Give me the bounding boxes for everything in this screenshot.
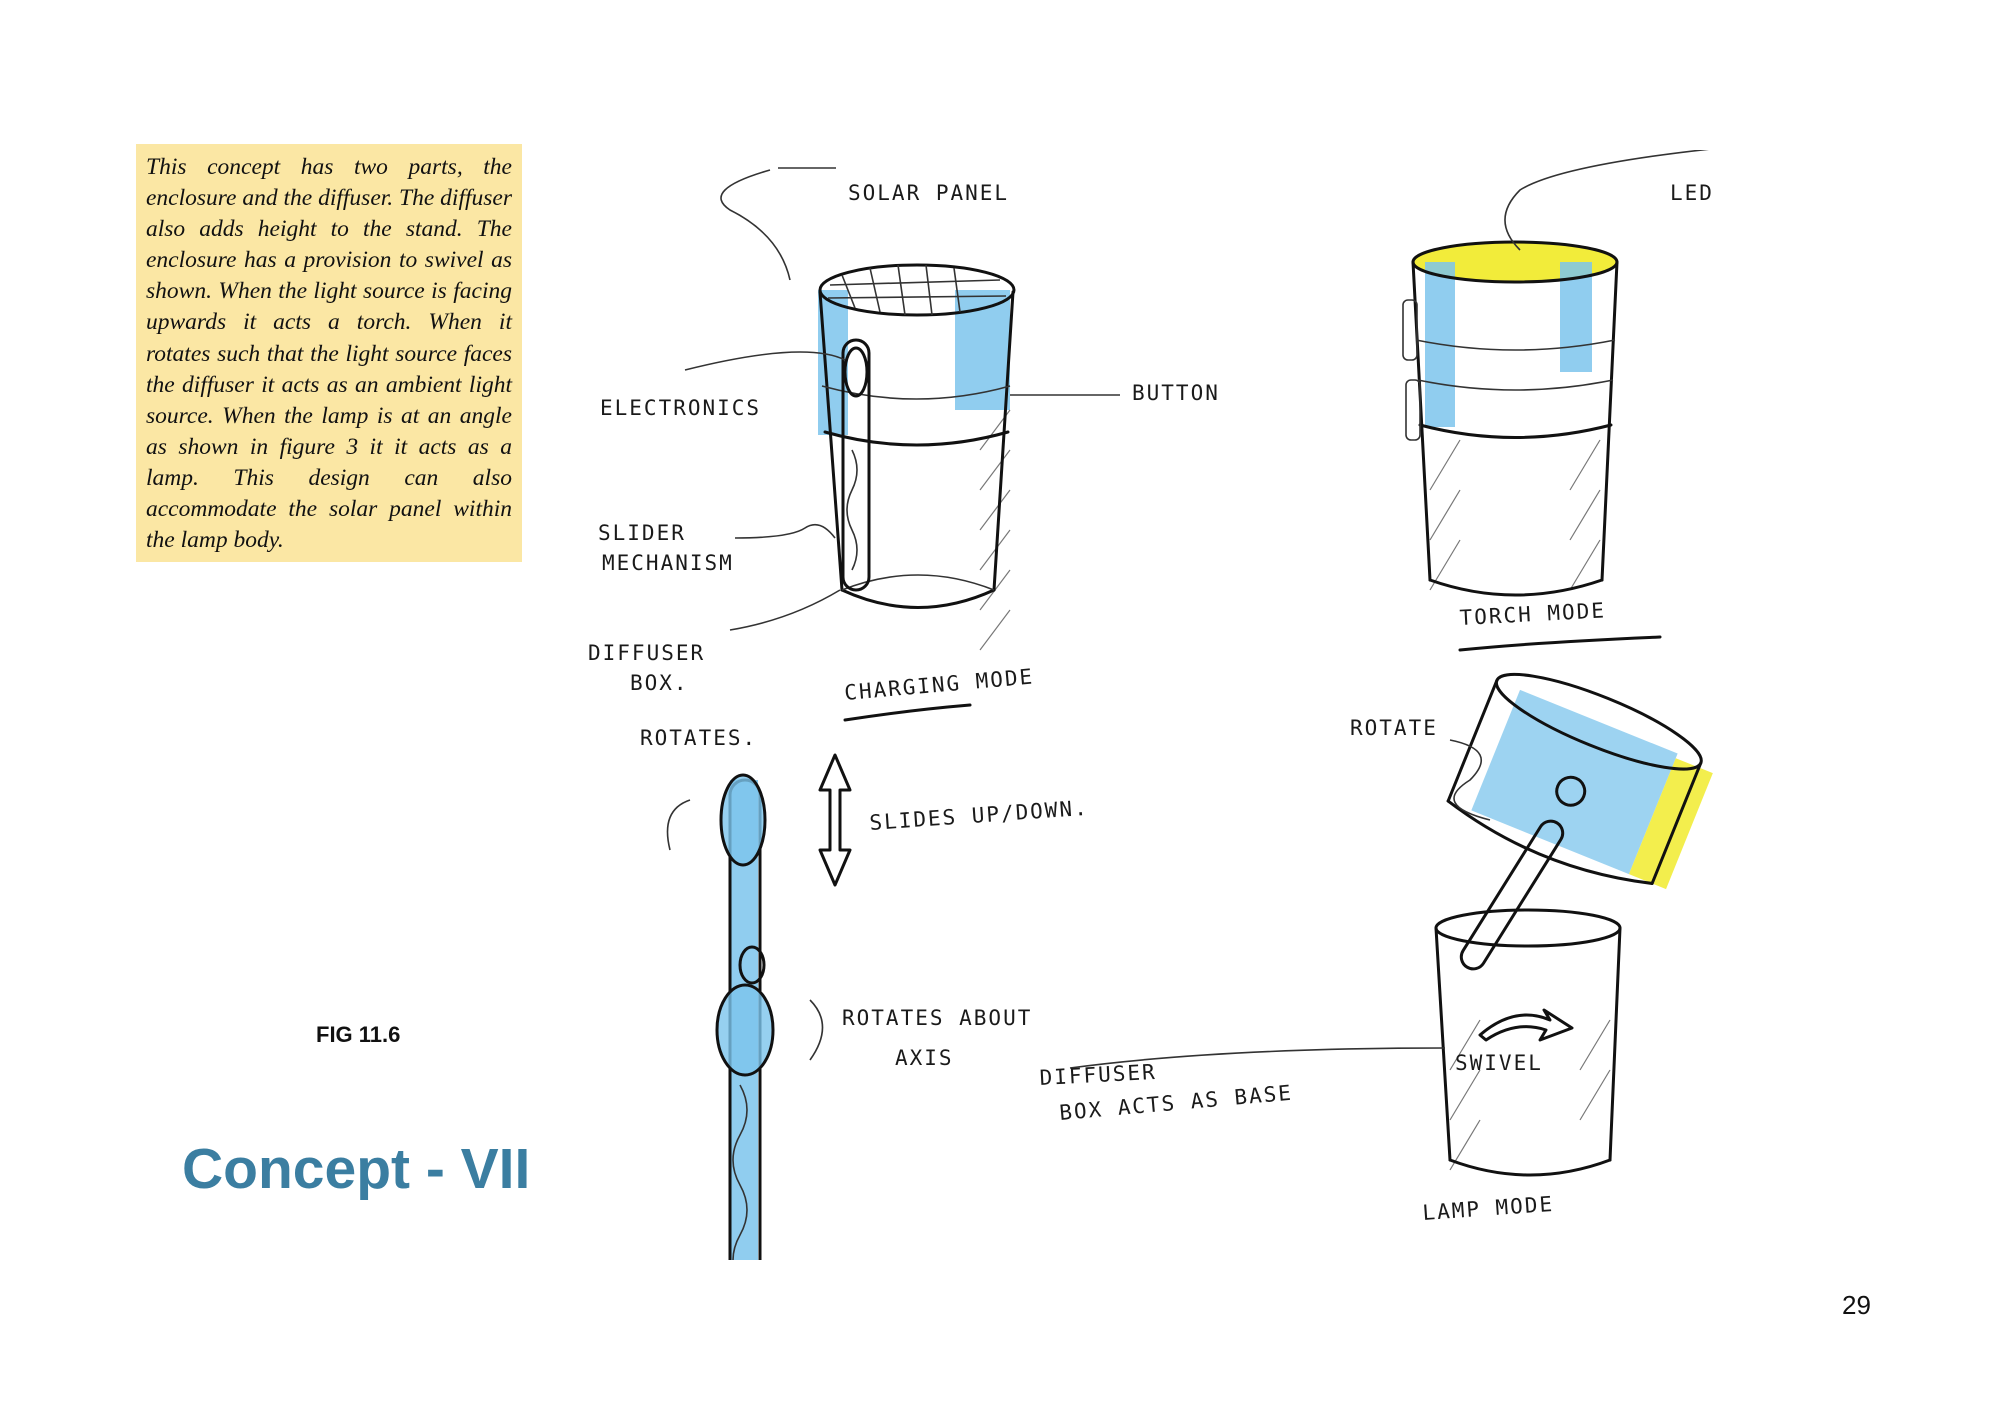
charging-mode-sketch	[588, 168, 1220, 720]
lamp-mode-sketch	[1039, 657, 1724, 1225]
slider-detail-sketch	[640, 726, 1089, 1260]
description-note	[136, 144, 522, 562]
label-led: LED	[1670, 181, 1714, 205]
label-solar-panel: SOLAR PANEL	[848, 181, 1010, 205]
label-torch-mode: TORCH MODE	[1459, 598, 1607, 630]
label-slider-1: SLIDER	[598, 521, 686, 545]
label-slider-2: MECHANISM	[602, 551, 734, 575]
label-rotates-about-1: ROTATES ABOUT	[842, 1006, 1033, 1030]
page-number: 29	[1842, 1290, 1871, 1320]
label-rotate: ROTATE	[1350, 716, 1438, 740]
label-charging-mode: CHARGING MODE	[843, 664, 1036, 705]
label-electronics: ELECTRONICS	[600, 396, 762, 420]
figure-label: FIG 11.6	[316, 1022, 401, 1047]
label-slides: SLIDES UP/DOWN.	[868, 795, 1090, 835]
concept-sketch	[580, 150, 1760, 1260]
label-rotates: ROTATES.	[640, 726, 758, 750]
concept-title: Concept - VII	[182, 1137, 531, 1201]
sketch-drawing	[580, 150, 1760, 1260]
label-diffuser-base-2: BOX ACTS AS BASE	[1058, 1080, 1294, 1125]
label-lamp-mode: LAMP MODE	[1421, 1191, 1555, 1225]
description-text: This concept has two parts, the enclosure and the diffuser. The diffuser also adds height to the stand. The enclosure has a provision to swivel as shown. When the light source is facing upwards it acts a torch. When it rotates such that the light source faces the diffuser it acts as an ambient light source. When the lamp is at an angle as shown in figure 3 it it acts as a lamp. This design can also accommodate the solar panel within the lamp body.	[146, 154, 512, 554]
label-button: BUTTON	[1132, 381, 1220, 405]
label-diffuser-base-1: DIFFUSER	[1039, 1059, 1158, 1090]
label-diffuser-1: DIFFUSER	[588, 641, 706, 665]
label-rotates-about-2: AXIS	[895, 1046, 954, 1070]
label-diffuser-2: BOX.	[630, 671, 689, 695]
label-swivel: SWIVEL	[1455, 1051, 1543, 1075]
torch-mode-sketch	[1403, 150, 1720, 650]
